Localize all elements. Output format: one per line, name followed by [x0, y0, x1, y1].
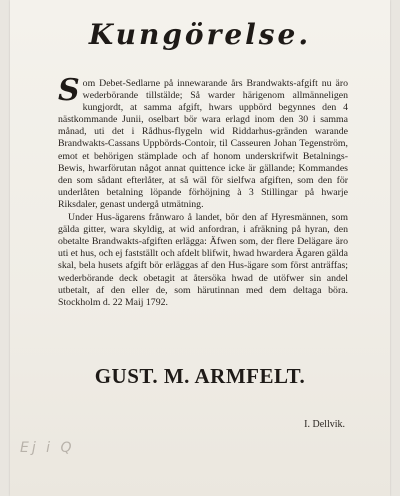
paragraph-hus-agare — [58, 212, 348, 309]
document-body — [58, 73, 348, 309]
date-line: Stockholm d. 22 Maij 1792. — [58, 296, 168, 308]
proclamation-sheet — [10, 0, 390, 496]
paragraph-1-text: om Debet-Sedlarne på innewarande års Brandwakts-afgift nu äro wederbörande tillstälde; Så warder härigenom allmänneligen kungjordt, at samma afgift, hwars uppbörd begynnes den 4 nästkommande Junii, oselbart bör wara erlagd inom den 30 i samma månad, uti det i Rådhus-flygeln wid Riddarhus-gränden warande Brandwakts-Cassans Uppbörds-Contoir, til Casseuren Johan Tegenström, emot et behörigen stämplade och af honom underskrifwit Betalnings-Bewis, hwarförutan något annat quittence icke är gällande; Kommandes den som sådant efterlåter, at så wäl för sielfwa afgiften, som den för underlåten betalning löpande förhöjning à 3 Stillingar på hwarje Riksdaler, genast undergå utmätning. — [58, 78, 348, 210]
document-title: Kungörelse. — [88, 18, 312, 51]
pencil-annotation: Ej i Q — [20, 440, 75, 456]
signature: GUST. M. ARMFELT. — [94, 364, 306, 388]
drop-cap: S — [58, 73, 80, 108]
paragraph-2-text: Under Hus-ägarens frånwaro å landet, bör den af Hyresmännen, som gälda gitter, wara skyldig, at wid anfordran, i afräkning på hyran, den obetalte Brandwakts-afgiften erlägga: Äfwen som, der flere Delägare äro uti et hus, och ej fastställt och afdelt blifwit, hwad hwardera Ägaren gälda skal, bela husets afgift bör erläggas af den Hus-ägare som först anträffas; wederbörande deck obetagit at återsöka hwad de utöfwer sin andel utbetalt, af den eller de, som härutinnan med dem deltaga böra. — [58, 212, 348, 296]
paragraph-debet-sedlar — [58, 73, 348, 211]
printer-name: I. Dellvik. — [304, 419, 345, 430]
